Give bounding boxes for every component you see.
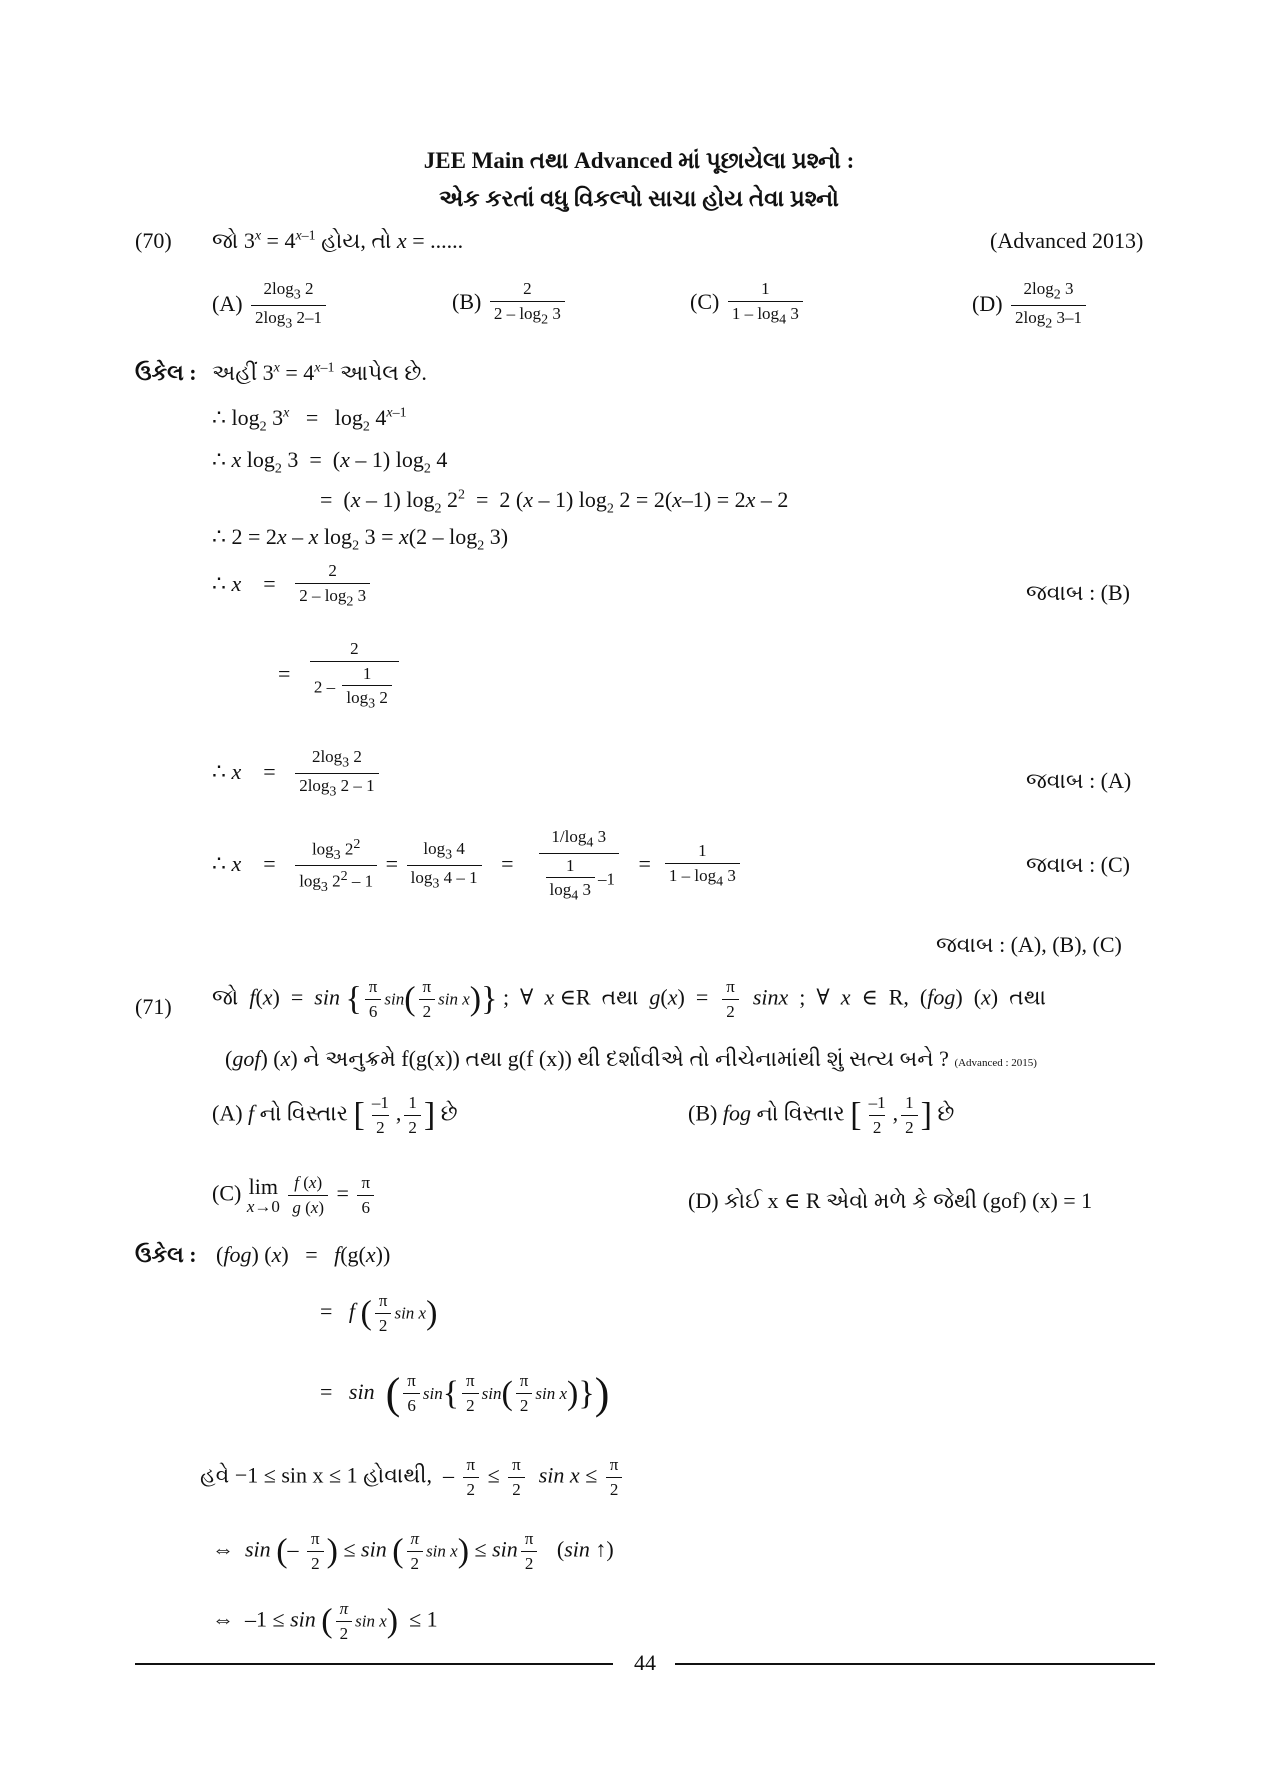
q71-option-a: (A) f નો વિસ્તાર [ $\frac{-1}{2}$ , $\frac{1}{2}$ ] છે [212, 1093, 458, 1137]
q70-answer-c: જવાબ : (C) [1026, 852, 1131, 877]
q70-step-8: ∴ x = $\frac{\log_3 2^2}{\log_3 2^2 - 1}$ = $\frac{\log_3 4}{\log_3 4 - 1}$ = $1/\log_4$ 3 $\frac{1}{\log_4 3}$ –1 = $\frac{1}{1 - \log_4 3}$ [212, 828, 743, 904]
q70-step-2: ∴ x $\log_2 3 = (x - 1)$ $\log_2 4$ [212, 447, 448, 477]
q70-step-5: ∴ x = $\frac{2}{2 - \log_2 3}$ [212, 562, 373, 609]
footer-rule-left [135, 1663, 613, 1665]
q70-source: (Advanced 2013) [990, 228, 1144, 253]
page-number: 44 [634, 1650, 656, 1675]
q70-answer-b: જવાબ : (B) [1026, 580, 1131, 605]
q71-source: (Advanced : 2015) [954, 1057, 1037, 1069]
q70-number: (70) [135, 228, 172, 253]
q71-question-line-2: (gof) (x) ને અનુક્રમે f(g(x)) તથા g(f (x)) થી દર્શાવીએ તો નીચેનામાંથી શું સત્ય બને ? (Advanced : 2015) [225, 1046, 1037, 1071]
q71-question-line-1: જો f(x) = sin { $\frac{\pi}{6}$ sin( $\frac{\pi}{2}$ sin x)} ; ∀ x ∈R તથા g(x) = $\frac{\pi}{2}$ sinx ; ∀ x ∈ R, (fog) (x) તથા [212, 977, 1046, 1021]
q71-solution-label: ઉકેલ : [135, 1242, 197, 1267]
q71-sol-step-1: (fog) (x) = f(g(x)) [216, 1242, 391, 1267]
q70-option-b: (B) $\frac{2}{2 - \log_2 3}$ [452, 280, 568, 327]
q71-number: (71) [135, 994, 172, 1019]
q71-option-c: (C) lim x→0 $\frac{f (x)}{g (x)}$ = $\frac{\pi}{6}$ [212, 1174, 377, 1217]
q71-option-b: (B) fog નો વિસ્તાર [ $\frac{-1}{2}$ , $\frac{1}{2}$ ] છે [688, 1093, 955, 1137]
q70-option-d: (D) $\frac{2\log_2 3}{2\log_2 3-1}$ [972, 280, 1089, 332]
q70-step-4: ∴ 2 = 2x – x $\log_2 3 = x(2 - \log_2 3)$ [212, 524, 509, 554]
q71-sol-step-5: ⇔ –1 ≤ sin ( $\frac{\pi}{2}$ sin x) ≤ 1 [212, 1599, 438, 1643]
q71-sol-since: હવે −1 ≤ sin x ≤ 1 હોવાથી, – $\frac{\pi}{2}$ ≤ $\frac{\pi}{2}$ sin x ≤ $\frac{\pi}{2}$ [200, 1456, 625, 1499]
q71-sol-step-3: = sin ( $\frac{\pi}{6}$ sin{ $\frac{\pi}{2}$ sin( $\frac{\pi}{2}$ sin x)}) [320, 1369, 610, 1418]
q70-solution-label: ઉકેલ : [135, 360, 197, 385]
q71-sol-step-4: ⇔ sin (– $\frac{\pi}{2}$ ) ≤ sin ( $\frac{\pi}{2}$ sin x) ≤ sin $\frac{\pi}{2}$ (sin ↑) [212, 1529, 614, 1573]
header-line-1: JEE Main તથા Advanced માં પૂછાયેલા પ્રશ્નો : [423, 148, 855, 173]
q70-step-6: = 2 2 – $\frac{1}{\log_3 2}$ [278, 640, 402, 712]
q70-answer-final: જવાબ : (A), (B), (C) [936, 932, 1122, 957]
footer-rule-right [675, 1663, 1155, 1665]
header-line-2: એક કરતાં વધુ વિકલ્પો સાચા હોય તેવા પ્રશ્નો [439, 186, 839, 211]
q71-option-d: (D) કોઈ x ∈ R એવો મળે કે જેથી (gof) (x) = 1 [688, 1188, 1093, 1213]
q70-step-1: ∴ $\log_2 3^x = \log_2 4^{x-1}$ [212, 405, 407, 435]
q70-question: જો $3^x = 4^{x-1}$ હોય, તો x = ...... [212, 228, 464, 253]
q70-option-a: (A) $\frac{2\log_3 2}{2\log_3 2-1}$ [212, 280, 329, 332]
q71-sol-step-2: = f ( $\frac{\pi}{2}$ sin x) [320, 1291, 438, 1335]
q70-step-3: = (x – 1) $\log_2 2^2 = 2$ (x – 1) $\log_2 2 = 2(x-1) = 2x - 2$ [320, 487, 789, 517]
q70-answer-a: જવાબ : (A) [1026, 768, 1132, 793]
q70-step-7: ∴ x = $\frac{2\log_3 2}{2\log_3 2 - 1}$ [212, 748, 382, 800]
q70-sol-intro: અહીં $3^x = 4^{x-1}$ આપેલ છે. [212, 360, 427, 385]
q70-option-c: (C) $\frac{1}{1 - \log_4 3}$ [690, 280, 806, 327]
